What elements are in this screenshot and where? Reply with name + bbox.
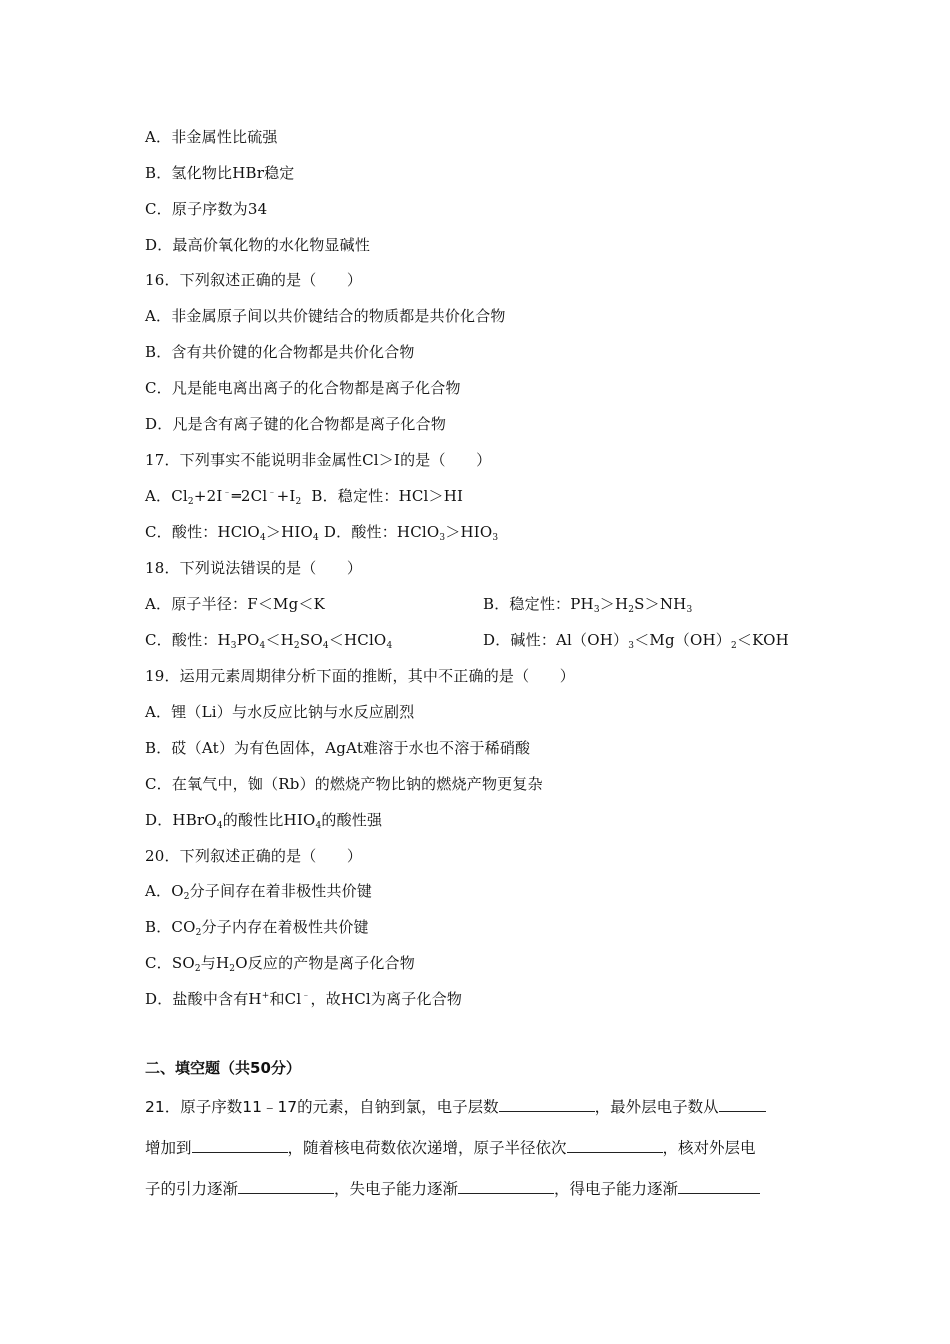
q20-c-sub: 2 [194, 964, 201, 974]
q17-options-ab [145, 486, 463, 506]
answer-blank[interactable] [678, 1179, 760, 1194]
q18-option-c [145, 630, 392, 650]
q19-option-b: B．砹（At）为有色固体，AgAt难溶于水也不溶于稀硝酸 [145, 739, 531, 757]
q17-options-cd [145, 522, 498, 542]
q18-d-text: ＜KOH [736, 631, 789, 649]
q19-stem: 19．运用元素周期律分析下面的推断，其中不正确的是（ ） [145, 667, 575, 685]
q17-a-text: A．Cl [145, 487, 188, 505]
q20-option-d [145, 989, 462, 1009]
answer-blank[interactable] [238, 1179, 334, 1194]
q20-option-c [145, 953, 415, 973]
q16-option-d: D．凡是含有离子键的化合物都是离子化合物 [145, 415, 447, 433]
q18-c-text: ＜H [265, 631, 294, 649]
answer-blank[interactable] [458, 1179, 554, 1194]
answer-blank[interactable] [499, 1097, 595, 1112]
q18-d-sub: 3 [628, 641, 635, 651]
q21-text: ，随着核电荷数依次递增，原子半径依次 [287, 1139, 567, 1157]
q21-text: ，最外层电子数从 [594, 1098, 719, 1116]
q17-c-text: C．酸性：HClO [145, 523, 260, 541]
answer-blank[interactable] [719, 1097, 766, 1112]
q17-a-sup: ﹣ [222, 488, 232, 498]
q18-option-d [483, 630, 789, 650]
q20-a-text: A．O [145, 882, 184, 900]
q20-a-text: 分子间存在着非极性共价键 [189, 882, 373, 900]
q17-a-text: +2I [193, 487, 223, 505]
q17-a-text: +I [276, 487, 296, 505]
q20-a-sub: 2 [183, 892, 190, 902]
q20-d-sup: ﹣ [301, 991, 311, 1001]
q16-option-a: A．非金属原子间以共价键结合的物质都是共价化合物 [145, 307, 506, 325]
q18-c-text: ＜HClO [328, 631, 387, 649]
q18-d-text: ＜Mg（OH） [634, 631, 731, 649]
q21-text: ，核对外层电 [662, 1139, 756, 1157]
q17-c-sub: 4 [312, 533, 319, 543]
q20-d-text: 和Cl [269, 990, 302, 1008]
q19-option-a: A．锂（Li）与水反应比钠与水反应剧烈 [145, 703, 415, 721]
answer-blank[interactable] [567, 1138, 663, 1153]
q18-b-text: S＞NH [634, 595, 687, 613]
q20-d-sup: + [261, 991, 270, 1001]
q21-line-3 [145, 1179, 760, 1199]
q18-c-sub: 4 [259, 641, 266, 651]
q16-stem: 16．下列叙述正确的是（ ） [145, 271, 363, 289]
q19-d-text: 的酸性比HIO [222, 811, 316, 829]
q17-c-text: ＞HIO [265, 523, 313, 541]
q19-d-text: 的酸性强 [321, 811, 383, 829]
q17-option-d [324, 523, 498, 541]
q20-b-text: 分子内存在着极性共价键 [201, 918, 369, 936]
q18-c-sub: 4 [322, 641, 329, 651]
q18-b-text: B．稳定性：PH [483, 595, 594, 613]
q18-option-a: A．原子半径：F＜Mg＜K [145, 595, 326, 613]
q18-c-text: C．酸性：H [145, 631, 231, 649]
q17-c-sub: 4 [259, 533, 266, 543]
q20-d-text: ，故HCl为离子化合物 [310, 990, 463, 1008]
q17-d-text: D．酸性：HClO [323, 523, 440, 541]
q16-option-b: B．含有共价键的化合物都是共价化合物 [145, 343, 415, 361]
q20-b-text: B．CO [145, 918, 196, 936]
q17-a-text: ═2Cl [231, 487, 268, 505]
q18-d-sub: 2 [730, 641, 737, 651]
q17-d-sub: 3 [492, 533, 499, 543]
q17-d-text: ＞HIO [445, 523, 493, 541]
q21-text: ，得电子能力逐渐 [554, 1180, 679, 1198]
q20-option-a [145, 881, 372, 901]
q18-c-sub: 3 [230, 641, 237, 651]
q17-a-sub: 2 [295, 497, 302, 507]
q19-d-sub: 4 [315, 821, 322, 831]
q18-c-sub: 4 [386, 641, 393, 651]
q20-c-sub: 2 [229, 964, 236, 974]
q17-option-b: B．稳定性：HCl＞HI [311, 487, 464, 505]
q17-option-a [145, 487, 301, 505]
q20-c-text: C．SO [145, 954, 195, 972]
q21-text: ，失电子能力逐渐 [334, 1180, 459, 1198]
q18-b-sub: 3 [686, 605, 693, 615]
section-heading: 二、填空题（共50分） [145, 1059, 301, 1077]
q20-c-text: 与H [200, 954, 230, 972]
q21-text: 增加到 [145, 1139, 192, 1157]
q17-a-sub: 2 [187, 497, 194, 507]
answer-blank[interactable] [192, 1138, 288, 1153]
q17-option-c [145, 523, 319, 541]
q15-option-b: B．氢化物比HBr稳定 [145, 164, 295, 182]
q20-d-text: D．盐酸中含有H [145, 990, 262, 1008]
q21-line-2 [145, 1138, 756, 1158]
q18-b-sub: 3 [593, 605, 600, 615]
q17-d-sub: 3 [439, 533, 446, 543]
q21-text: 21．原子序数11﹣17的元素，自钠到氯，电子层数 [145, 1098, 499, 1116]
q15-option-d: D．最高价氧化物的水化物显碱性 [145, 236, 371, 254]
q20-stem: 20．下列叙述正确的是（ ） [145, 847, 363, 865]
q18-c-text: SO [299, 631, 323, 649]
q20-b-sub: 2 [195, 928, 202, 938]
q19-option-d [145, 810, 382, 830]
q21-text: 子的引力逐渐 [145, 1180, 239, 1198]
q16-option-c: C．凡是能电离出离子的化合物都是离子化合物 [145, 379, 461, 397]
q20-c-text: O反应的产物是离子化合物 [235, 954, 415, 972]
q20-option-b [145, 917, 369, 937]
q18-stem: 18．下列说法错误的是（ ） [145, 559, 363, 577]
q19-d-sub: 4 [216, 821, 223, 831]
q17-stem: 17．下列事实不能说明非金属性Cl＞I的是（ ） [145, 451, 492, 469]
q18-c-sub: 2 [293, 641, 300, 651]
q18-d-text: D．碱性：Al（OH） [483, 631, 629, 649]
q19-d-text: D．HBrO [145, 811, 217, 829]
q18-c-text: PO [236, 631, 260, 649]
q15-option-a: A．非金属性比硫强 [145, 128, 278, 146]
q21-line-1 [145, 1097, 766, 1117]
q18-b-sub: 2 [628, 605, 635, 615]
q17-a-sup: ﹣ [267, 488, 277, 498]
q18-option-b [483, 594, 692, 614]
q15-option-c: C．原子序数为34 [145, 200, 268, 218]
q18-b-text: ＞H [599, 595, 629, 613]
q19-option-c: C．在氧气中，铷（Rb）的燃烧产物比钠的燃烧产物更复杂 [145, 775, 543, 793]
